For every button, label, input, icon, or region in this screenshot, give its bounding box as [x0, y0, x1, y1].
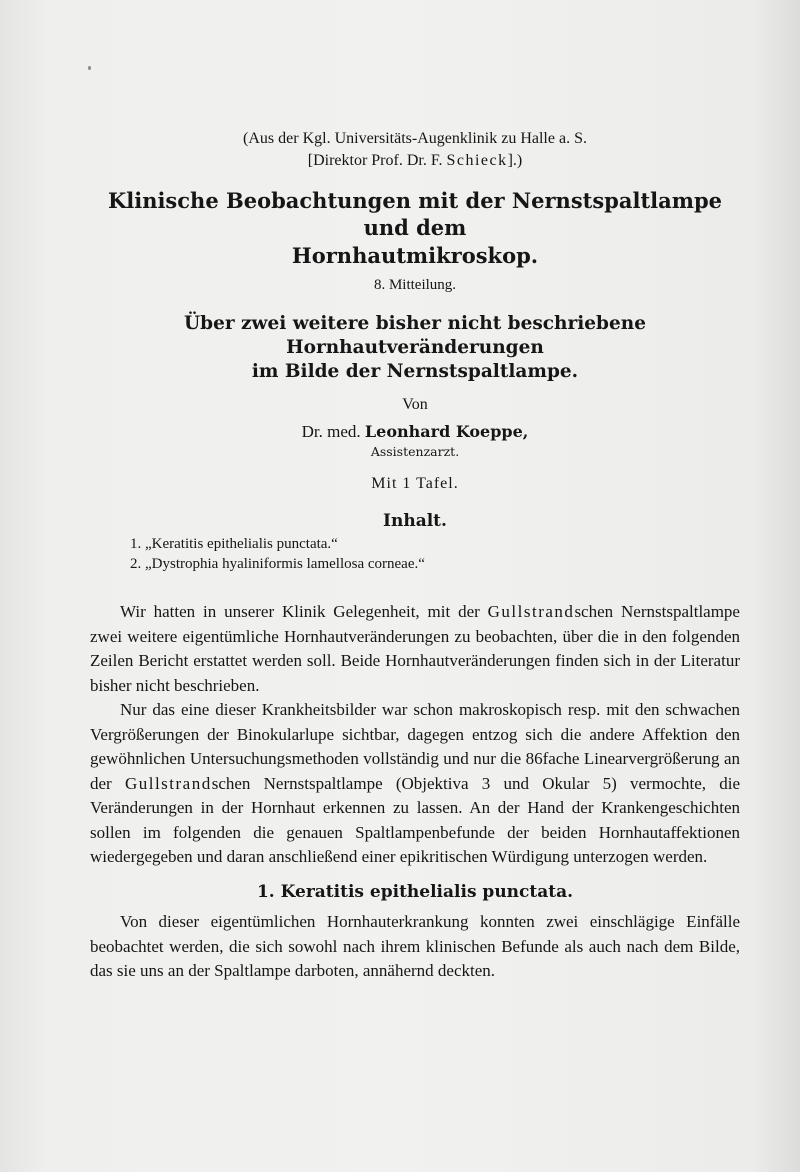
affiliation-director: [Direktor Prof. Dr. F. — [307, 151, 447, 169]
subtitle-line-2: im Bilde der Nernstspaltlampe. — [251, 361, 579, 383]
subtitle-line-1: Über zwei weitere bisher nicht beschriebene Hornhautveränderungen — [184, 313, 646, 359]
director-name: Schieck — [446, 151, 508, 169]
title-line-2: Hornhautmikroskop. — [291, 242, 539, 268]
article-title — [90, 187, 740, 269]
paragraph-1-name: Gullstrand — [487, 602, 575, 622]
contents-heading: Inhalt. — [383, 511, 447, 532]
author — [90, 422, 740, 442]
affiliation-line-1: (Aus der Kgl. Universitäts-Augenklinik zu Halle a. S. — [243, 130, 587, 147]
title-line-1: Klinische Beobachtungen mit der Nernstspaltlampe und dem — [107, 188, 722, 241]
author-name: Leonhard Koeppe, — [364, 422, 529, 442]
paragraph-2-name: Gullstrand — [124, 773, 212, 793]
paragraph-1 — [90, 600, 740, 698]
paragraph-2-text-b: schen Nernstspaltlampe (Objektiva 3 und Okular 5) vermochte, die Veränderungen in der Hornhaut erkennen zu lassen. An der Hand der Krankengeschichten sollen im folgenden die genauen Spaltlampenbefunde der beiden Hornhautaffektionen wiedergegeben und daran anschließend einer epikritischen Würdigung unterzogen werden. — [90, 773, 740, 867]
speck-mark — [88, 66, 91, 70]
author-position: Assistenzarzt. — [370, 444, 460, 460]
body-text — [90, 600, 740, 984]
affiliation — [90, 128, 740, 171]
contents-item-1: 1. „Keratitis epithelialis punctata.“ — [130, 536, 338, 553]
paragraph-3: Von dieser eigentümlichen Hornhauterkrankung konnten zwei einschlägige Einfälle beobachtet werden, die sich sowohl nach ihrem klinischen Befunde als auch nach dem Bilde, das sie uns an der Spaltlampe darboten, annähernd deckten. — [90, 912, 740, 981]
byline-von: Von — [402, 396, 428, 414]
author-degree: Dr. med. — [301, 422, 365, 442]
article-subtitle — [90, 312, 740, 384]
communication-number: 8. Mitteilung. — [373, 277, 457, 294]
affiliation-close: ].) — [507, 151, 523, 169]
paragraph-1-text-a: Wir hatten in unserer Klinik Gelegenheit, mit der — [120, 602, 488, 622]
article — [90, 128, 740, 984]
paragraph-2 — [90, 698, 740, 870]
section-heading: 1. Keratitis epithelialis punctata. — [256, 881, 574, 902]
plate-note: Mit 1 Tafel. — [371, 475, 459, 493]
contents-item-2: 2. „Dystrophia hyaliniformis lamellosa corneae.“ — [130, 555, 425, 572]
paragraph-2-text-a: Nur das eine dieser Krankheitsbilder war schon makroskopisch resp. mit den schwachen Vergrößerungen der Binokularlupe sichtbar, dagegen entzog sich die andere Affektion den gewöhnlichen Untersuchungsmethoden vollständig und nur die 86fache Linearvergrößerung an der — [90, 700, 740, 793]
affiliation-line-2 — [90, 150, 740, 172]
contents-list — [130, 535, 740, 574]
paragraph-1-text-b: schen Nernstspaltlampe zwei weitere eigentümliche Hornhautveränderungen zu beobachten, über die in den folgenden Zeilen Bericht erstattet werden soll. Beide Hornhautveränderungen finden sich in der Literatur bisher nicht beschrieben. — [90, 602, 740, 695]
